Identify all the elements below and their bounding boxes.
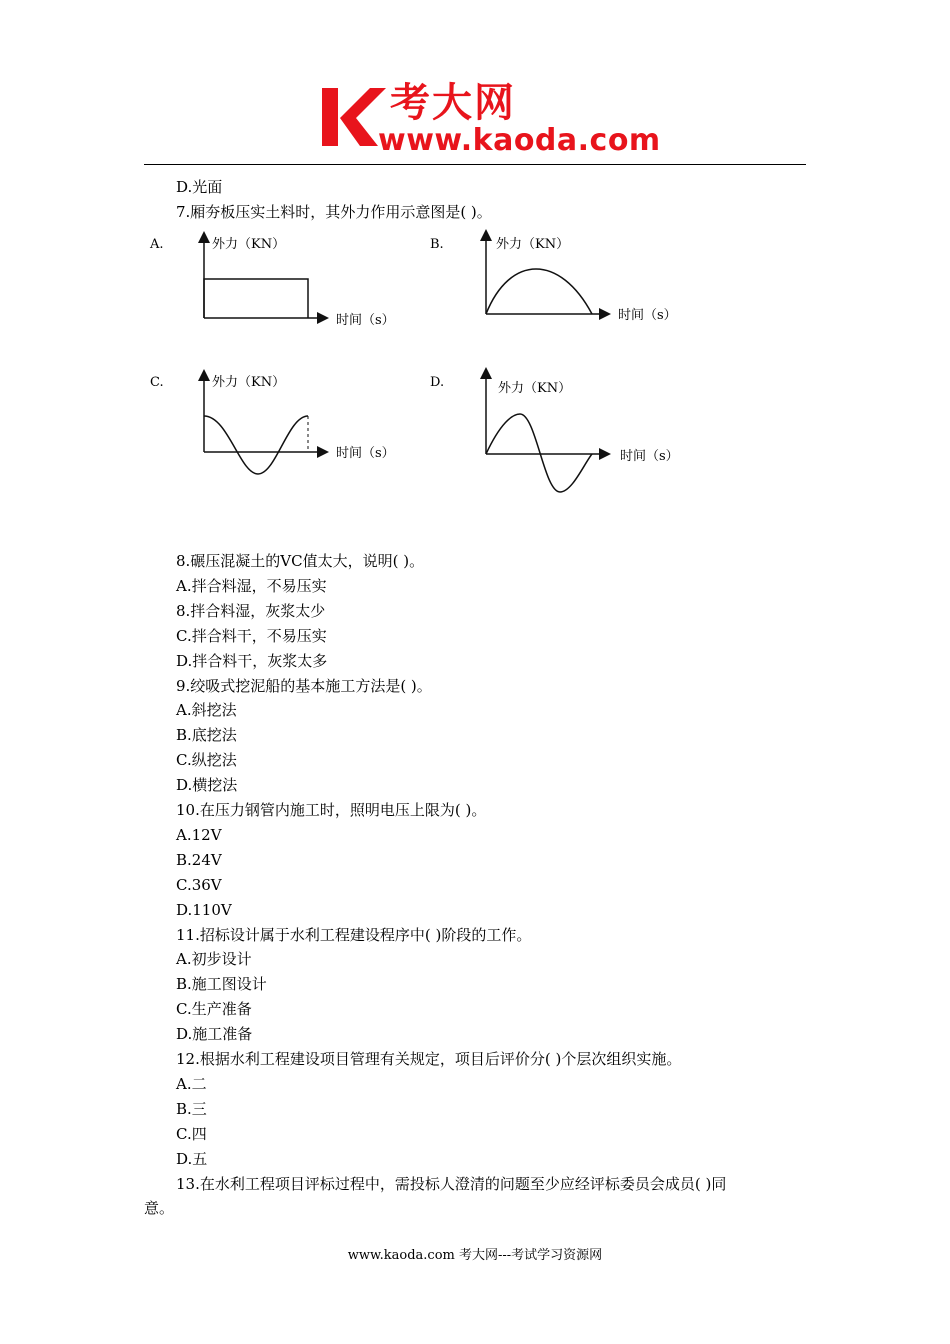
y-axis-label: 外力（KN）: [498, 381, 572, 396]
y-axis-label: 外力（KN）: [496, 237, 570, 252]
option-b-label: B.: [430, 237, 444, 252]
option-line: C.四: [176, 1124, 207, 1143]
diagram-c: [150, 372, 395, 474]
option-line: 8.拌合料湿，灰浆太少: [176, 601, 326, 620]
option-a-label: A.: [150, 237, 164, 252]
kaoda-logo: [318, 80, 661, 160]
option-c-label: C.: [150, 375, 164, 390]
option-line: D.110V: [176, 900, 232, 919]
option-line: C.生产准备: [176, 1000, 252, 1019]
option-line: D.施工准备: [176, 1025, 253, 1044]
question-line: 12.根据水利工程建设项目管理有关规定，项目后评价分( )个层次组织实施。: [176, 1050, 682, 1068]
option-line: B.三: [176, 1099, 207, 1118]
option-line: C.36V: [176, 875, 222, 894]
y-axis-label: 外力（KN）: [212, 237, 286, 252]
diagram-b: [430, 232, 677, 323]
option-line: C.纵挖法: [176, 751, 237, 770]
header-rule: [144, 164, 806, 165]
option-line: 意。: [144, 1199, 175, 1218]
diagram-a: [149, 234, 395, 328]
option-line: A.拌合料湿，不易压实: [176, 576, 327, 595]
option-line: A.二: [176, 1074, 207, 1093]
x-axis-label: 时间（s）: [620, 449, 679, 464]
option-line: D.五: [176, 1149, 208, 1168]
option-line: D.拌合料干，灰浆太多: [176, 651, 328, 670]
x-axis-label: 时间（s）: [618, 308, 677, 323]
option-line: C.拌合料干，不易压实: [176, 626, 327, 645]
question-line: 9.绞吸式挖泥船的基本施工方法是( )。: [176, 676, 432, 695]
x-axis-label: 时间（s）: [336, 313, 395, 328]
option-line: D.横挖法: [176, 776, 238, 795]
option-line: B.底挖法: [176, 726, 237, 745]
option-d-label: D.: [430, 375, 445, 390]
question-7: 7.厢夯板压实土料时，其外力作用示意图是( )。: [176, 203, 492, 221]
diagram-d: [430, 370, 679, 492]
option-line: B.24V: [176, 850, 222, 869]
logo-url: www.kaoda.com: [378, 123, 661, 158]
option-line: D.光面: [176, 178, 223, 196]
option-line: A.初步设计: [176, 950, 252, 969]
option-line: B.施工图设计: [176, 975, 267, 994]
x-axis-label: 时间（s）: [336, 446, 395, 461]
question-line: 13.在水利工程项目评标过程中，需投标人澄清的问题至少应经评标委员会成员( )同: [176, 1174, 727, 1193]
question-line: 11.招标设计属于水利工程建设程序中( )阶段的工作。: [176, 925, 532, 944]
question-line: 8.碾压混凝土的VC值太大，说明( )。: [176, 552, 425, 570]
logo-chinese-name: 考大网: [390, 80, 516, 126]
page-footer: www.kaoda.com 考大网---考试学习资源网: [347, 1248, 603, 1263]
option-line: A.12V: [176, 825, 222, 844]
y-axis-label: 外力（KN）: [212, 375, 286, 390]
force-time-figure: [140, 224, 700, 504]
question-line: 10.在压力钢管内施工时，照明电压上限为( )。: [176, 801, 487, 819]
option-line: A.斜挖法: [176, 701, 237, 720]
